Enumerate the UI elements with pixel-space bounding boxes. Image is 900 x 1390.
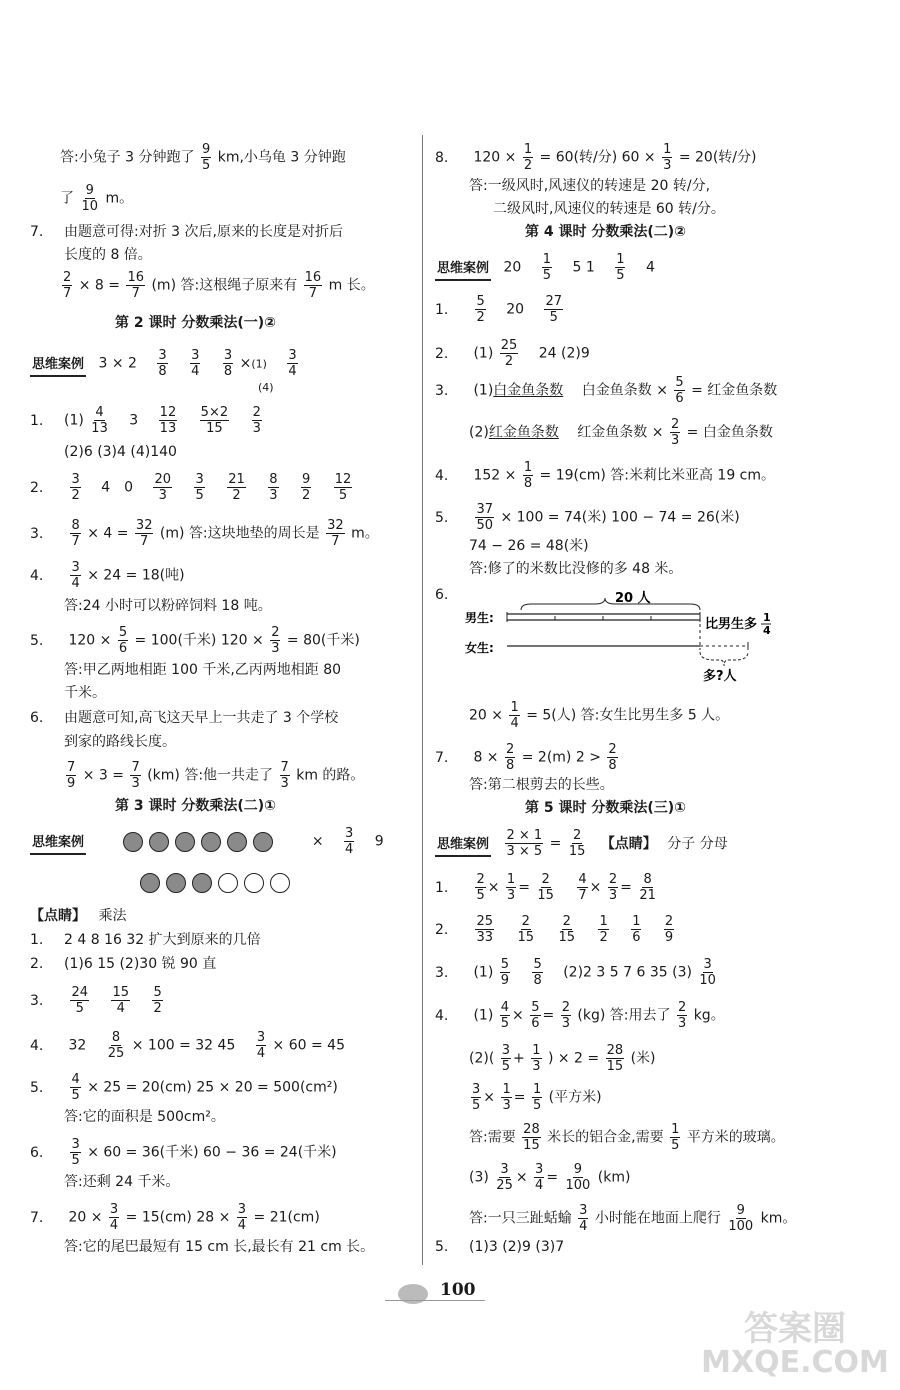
thinking-case: 思维案例 $\frac{2 \times 1}{3 \times 5}$ = $\frac{2}{15}$ 【点睛】 分子 分母 [437, 828, 728, 859]
question-3: 3. $\frac{24}{5}$ $\frac{15}{4}$ $\frac{5}{2}$ [30, 985, 162, 1016]
thinking-case: 思维案例 20 $\frac{1}{5}$ 5 1 $\frac{1}{5}$ 4 [437, 252, 655, 283]
empty-circle [244, 873, 264, 893]
question-2: 2. $\frac{3}{2}$ 4 0 $\frac{20}{3}$ $\frac{3}{5}$ $\frac{21}{2}$ $\frac{8}{3}$ $\frac{9}{2}$ $\frac{12}{5}$ [30, 472, 352, 503]
filled-circle [227, 832, 247, 852]
question-4: 4. (1) $\frac{4}{5}$ × $\frac{5}{6}$ = $\frac{2}{3}$ (kg) 答:用去了 $\frac{2}{3}$ kg。 [435, 1000, 725, 1031]
answer-line: 答:甲乙两地相距 100 千米,乙丙两地相距 80 [64, 662, 342, 678]
girls-label: 女生: [465, 641, 494, 655]
case-label: 思维案例 [30, 833, 86, 855]
answer-line: 答:小兔子 3 分钟跑了 $\frac{9}{5}$ km,小乌龟 3 分钟跑 [60, 142, 346, 173]
question-4: 4. 152 × $\frac{1}{8}$ = 19(cm) 答:米莉比米亚高 19 cm。 [435, 460, 776, 491]
thinking-case: 思维案例 × $\frac{3}{4}$ 9 [32, 826, 384, 857]
planet-icon [398, 1284, 428, 1304]
question-5: 5. $\frac{4}{5}$ × 25 = 20(cm) 25 × 20 = 500(cm²) [30, 1072, 338, 1103]
page-number-rule [385, 1300, 485, 1301]
question-5: 5. 120 × $\frac{5}{6}$ = 100(千米) 120 × $\frac{2}{3}$ = 80(千米) [30, 625, 360, 656]
answer-line: 答:修了的米数比没修的多 48 米。 [469, 561, 683, 577]
answer-line: 答:需要 $\frac{28}{15}$ 米长的铝合金,需要 $\frac{1}{5}$ 平方米的玻璃。 [469, 1122, 785, 1153]
answer-line: 74 − 26 = 48(米) [469, 538, 589, 554]
filled-circle [175, 832, 195, 852]
case-label: 思维案例 [435, 835, 491, 857]
answer-line: 20 × $\frac{1}{4}$ = 5(人) 答:女生比男生多 5 人。 [469, 700, 730, 731]
case-label: 思维案例 [435, 259, 491, 281]
bar-diagram [465, 588, 865, 683]
filled-circle [201, 832, 221, 852]
total-brace [521, 598, 700, 610]
filled-circle [253, 832, 273, 852]
watermark [700, 1309, 890, 1382]
answer-line: 千米。 [64, 685, 106, 701]
lesson-title: 第 4 课时 分数乘法(二)② [525, 224, 687, 240]
filled-circle [149, 832, 169, 852]
key-point: 【点睛】 乘法 [30, 908, 127, 924]
question-1: 1. $\frac{2}{5}$ × $\frac{1}{3}$ = $\frac{2}{15}$ $\frac{4}{7}$ × $\frac{2}{3}$ = $\frac{8}{21}$ [435, 872, 656, 903]
answer-line: (2)( $\frac{3}{5}$ + $\frac{1}{3}$ ) × 2 = $\frac{28}{15}$ (米) [469, 1043, 656, 1074]
filled-circle [140, 873, 160, 893]
boys-label: 男生: [465, 611, 494, 625]
filled-circle [123, 832, 143, 852]
question-6: 6. $\frac{3}{5}$ × 60 = 36(千米) 60 − 36 = 24(千米) [30, 1137, 337, 1168]
answer-line: 答:一级风时,风速仪的转速是 20 转/分, [469, 178, 711, 194]
thinking-case: 思维案例 3 × 2 $\frac{3}{8}$ $\frac{3}{4}$ $\frac{3}{8}$ ×(1) $\frac{3}{4}$ [32, 348, 297, 379]
watermark-url: MXQE.COM [701, 1345, 889, 1380]
frac-num: 1 [763, 611, 771, 624]
filled-circle [166, 873, 186, 893]
answer-line: (3) $\frac{3}{25}$ × $\frac{3}{4}$ = $\frac{9}{100}$ (km) [469, 1162, 631, 1193]
circle-row-2 [140, 873, 290, 893]
watermark-logo: 答案圈 [744, 1309, 846, 1349]
question-3: 3. (1) $\frac{5}{9}$ $\frac{5}{8}$ (2)2 3 5 7 6 35 (3) $\frac{3}{10}$ [435, 957, 716, 988]
frac-den: 4 [763, 624, 771, 637]
extra-brace [700, 652, 748, 666]
question-3: 3. (1)白金鱼条数 白金鱼条数 × $\frac{5}{6}$ = 红金鱼条数 [435, 375, 778, 406]
case-note: (4) [258, 381, 274, 394]
circle-row [123, 832, 273, 852]
answer-line: 答:24 小时可以粉碎饲料 18 吨。 [64, 598, 272, 614]
question-6: 6. 由题意可知,高飞这天早上一共走了 3 个学校 [30, 710, 339, 726]
answer-line: $\frac{7}{9}$ × 3 = $\frac{7}{3}$ (km) 答:他一共走了 $\frac{7}{3}$ km 的路。 [67, 760, 365, 791]
answer-line: $\frac{2}{7}$ × 8 = $\frac{16}{7}$ (m) 答:这根绳子原来有 $\frac{16}{7}$ m 长。 [63, 270, 375, 301]
answer-line: 了 $\frac{9}{10}$ m。 [60, 183, 134, 214]
answer-line: 到家的路线长度。 [64, 734, 176, 750]
filled-circle [192, 873, 212, 893]
question-1: 1. $\frac{5}{2}$ 20 $\frac{27}{5}$ [435, 294, 563, 325]
answer-line: 答:一只三趾蛞蝓 $\frac{3}{4}$ 小时能在地面上爬行 $\frac{9}{100}$ km。 [469, 1203, 797, 1234]
page-number: 100 [440, 1280, 476, 1300]
question-4: 4. 32 $\frac{8}{25}$ × 100 = 32 45 $\frac{3}{4}$ × 60 = 45 [30, 1030, 345, 1061]
question-7: 7. 8 × $\frac{2}{8}$ = 2(m) 2 > $\frac{2}{8}$ [435, 742, 617, 773]
question-8: 8. 120 × $\frac{1}{2}$ = 60(转/分) 60 × $\frac{1}{3}$ = 20(转/分) [435, 142, 757, 173]
answer-line: 二级风时,风速仪的转速是 60 转/分。 [493, 201, 725, 217]
column-divider [422, 135, 423, 1265]
answer-line: 长度的 8 倍。 [64, 247, 152, 263]
question-1: 1. (1) $\frac{4}{13}$ 3 $\frac{12}{13}$ $\frac{5\times 2}{15}$ $\frac{2}{3}$ [30, 405, 261, 436]
lesson-title: 第 3 课时 分数乘法(二)① [115, 798, 277, 814]
question-7: 7. 由题意可得:对折 3 次后,原来的长度是对折后 [30, 224, 343, 240]
answer-line: 答:第二根剪去的长些。 [469, 777, 614, 793]
question-2: 2. (1) $\frac{25}{2}$ 24 (2)9 [435, 338, 590, 369]
question-2: 2. (1)6 15 (2)30 锐 90 直 [30, 956, 217, 972]
question-3: 3. $\frac{8}{7}$ × 4 = $\frac{32}{7}$ (m) 答:这块地垫的周长是 $\frac{32}{7}$ m。 [30, 518, 379, 549]
empty-circle [270, 873, 290, 893]
answer-line: 答:它的面积是 500cm²。 [64, 1109, 225, 1125]
more-label: 比男生多 [705, 617, 758, 632]
question-1: 1. 2 4 8 16 32 扩大到原来的几倍 [30, 932, 261, 948]
answer-line: 答:它的尾巴最短有 15 cm 长,最长有 21 cm 长。 [64, 1239, 375, 1255]
question-4: 4. $\frac{3}{4}$ × 24 = 18(吨) [30, 560, 185, 591]
question-5: 5. $\frac{37}{50}$ × 100 = 74(米) 100 − 74 = 26(米) [435, 502, 740, 533]
question-2: 2. $\frac{25}{33}$ $\frac{2}{15}$ $\frac{2}{15}$ $\frac{1}{2}$ $\frac{1}{6}$ $\frac{2}{9}$ [435, 914, 674, 945]
answer-line: $\frac{3}{5}$ × $\frac{1}{3}$ = $\frac{1}{5}$ (平方米) [472, 1082, 602, 1113]
empty-circle [218, 873, 238, 893]
question-6: 6. [435, 587, 449, 603]
total-label: 20 人 [615, 591, 651, 606]
lesson-title: 第 5 课时 分数乘法(三)① [525, 800, 687, 816]
question-5: 5. (1)3 (2)9 (3)7 [435, 1239, 565, 1255]
ask-label: 多?人 [703, 669, 737, 683]
fraction: $\frac{9}{5}$ [201, 142, 211, 173]
case-label: 思维案例 [30, 355, 86, 377]
answer-line: (2)红金鱼条数 红金鱼条数 × $\frac{2}{3}$ = 白金鱼条数 [469, 417, 773, 448]
question-7: 7. 20 × $\frac{3}{4}$ = 15(cm) 28 × $\frac{3}{4}$ = 21(cm) [30, 1202, 320, 1233]
answer-line: (2)6 (3)4 (4)140 [64, 444, 177, 460]
lesson-title: 第 2 课时 分数乘法(一)② [115, 315, 277, 331]
answer-line: 答:还剩 24 千米。 [64, 1174, 180, 1190]
